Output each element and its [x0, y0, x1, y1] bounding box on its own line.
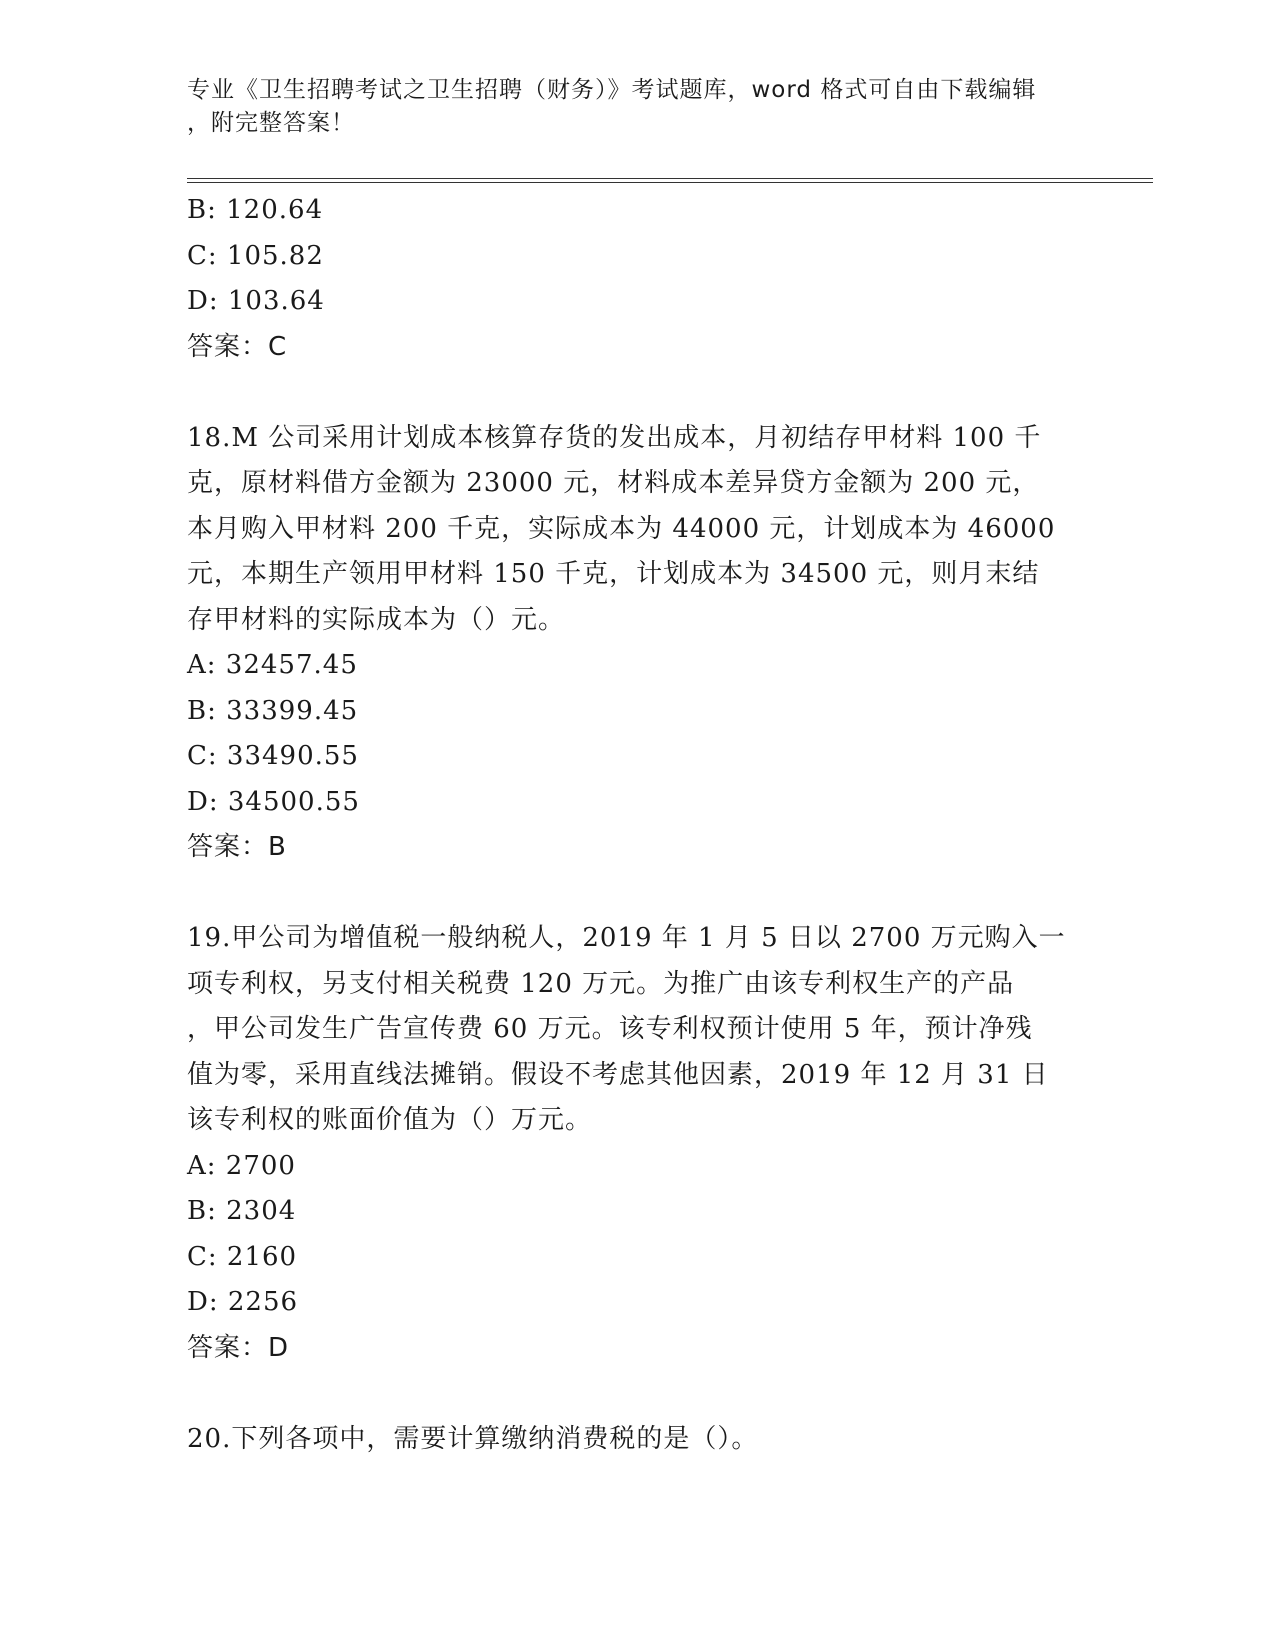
question-text-line: 存甲材料的实际成本为（）元。 [187, 604, 566, 635]
question-text-line: 20.下列各项中，需要计算缴纳消费税的是（）。 [187, 1423, 759, 1454]
option-d: D: 34500.55 [187, 786, 360, 817]
answer: 答案：C [187, 331, 288, 362]
spacer [187, 370, 1087, 416]
question-text-line: 本月购入甲材料 200 千克，实际成本为 44000 元，计划成本为 46000 [187, 513, 1056, 544]
header-divider-top [187, 178, 1153, 179]
option-b: B: 2304 [187, 1196, 297, 1226]
option-d: D: 103.64 [187, 286, 325, 316]
question-text-line: 19.甲公司为增值税一般纳税人，2019 年 1 月 5 日以 2700 万元购入一 [187, 923, 1066, 953]
page-header [187, 74, 1087, 140]
option-b: B: 33399.45 [187, 695, 359, 726]
option-c: C: 33490.55 [187, 741, 359, 771]
option-a: A: 32457.45 [187, 650, 358, 680]
spacer [187, 1371, 1087, 1417]
question-content [187, 188, 1087, 1462]
question-17 [187, 188, 1087, 370]
option-c: C: 105.82 [187, 240, 324, 271]
question-text-line: 18.M 公司采用计划成本核算存货的发出成本，月初结存甲材料 100 千 [187, 422, 1042, 453]
header-line-2: ，附完整答案！ [187, 110, 355, 136]
question-text-line: 该专利权的账面价值为（）万元。 [187, 1105, 593, 1135]
option-b: B: 120.64 [187, 195, 324, 225]
option-c: C: 2160 [187, 1241, 298, 1272]
question-20 [187, 1417, 1087, 1463]
answer: 答案：D [187, 1332, 290, 1363]
question-19 [187, 916, 1087, 1371]
question-text-line: ，甲公司发生广告宣传费 60 万元。该专利权预计使用 5 年，预计净残 [187, 1014, 1033, 1044]
header-divider-bottom [187, 182, 1153, 183]
question-text-line: 值为零，采用直线法摊销。假设不考虑其他因素，2019 年 12 月 31 日 [187, 1059, 1049, 1090]
header-line-1: 专业《卫生招聘考试之卫生招聘（财务）》考试题库，word 格式可自由下载编辑 [187, 77, 1037, 103]
question-18 [187, 416, 1087, 871]
spacer [187, 871, 1087, 917]
question-text-line: 元，本期生产领用甲材料 150 千克，计划成本为 34500 元，则月末结 [187, 559, 1040, 589]
question-text-line: 项专利权，另支付相关税费 120 万元。为推广由该专利权生产的产品 [187, 968, 1015, 999]
option-d: D: 2256 [187, 1287, 299, 1317]
answer: 答案：B [187, 832, 287, 862]
option-a: A: 2700 [187, 1150, 296, 1181]
question-text-line: 克，原材料借方金额为 23000 元，材料成本差异贷方金额为 200 元， [187, 468, 1040, 498]
